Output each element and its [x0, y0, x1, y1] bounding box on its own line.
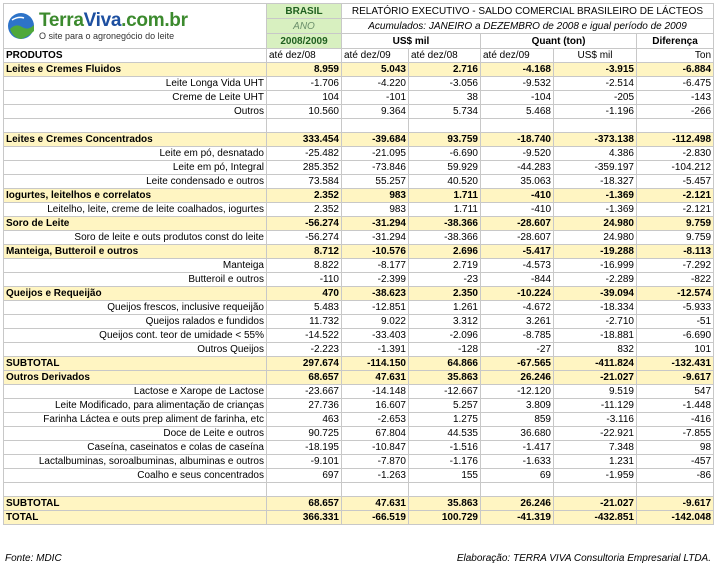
logo-wordmark: TerraViva.com.br — [39, 9, 188, 31]
value-cell: 1.711 — [409, 203, 481, 217]
value-cell: -844 — [481, 273, 554, 287]
value-cell: -410 — [481, 203, 554, 217]
value-cell: -266 — [637, 105, 714, 119]
value-cell: -7.292 — [637, 259, 714, 273]
value-cell: 5.468 — [481, 105, 554, 119]
value-cell: -2.514 — [554, 77, 637, 91]
value-cell: -23 — [409, 273, 481, 287]
value-cell: -2.121 — [637, 203, 714, 217]
value-cell: 9.759 — [637, 231, 714, 245]
value-cell: 859 — [481, 413, 554, 427]
product-label: Leite em pó, Integral — [4, 161, 267, 175]
value-cell: 285.352 — [267, 161, 342, 175]
group-row — [4, 189, 714, 203]
value-cell: 983 — [342, 189, 409, 203]
value-cell: -38.623 — [342, 287, 409, 301]
value-cell: -56.274 — [267, 231, 342, 245]
value-cell: 67.804 — [342, 427, 409, 441]
value-cell: -14.522 — [267, 329, 342, 343]
value-cell: -18.334 — [554, 301, 637, 315]
table-row — [4, 175, 714, 189]
value-cell: -1.196 — [554, 105, 637, 119]
value-cell: 366.331 — [267, 511, 342, 525]
value-cell: -28.607 — [481, 231, 554, 245]
spacer-row — [4, 119, 714, 133]
value-cell: -27 — [481, 343, 554, 357]
value-cell: -9.532 — [481, 77, 554, 91]
value-cell: 101 — [637, 343, 714, 357]
value-cell: -18.195 — [267, 441, 342, 455]
value-cell: -31.294 — [342, 217, 409, 231]
value-cell: 27.736 — [267, 399, 342, 413]
product-label: Leite Modificado, para alimentação de crianças — [4, 399, 267, 413]
subtotal-label: SUBTOTAL — [4, 497, 267, 511]
value-cell: -8.113 — [637, 245, 714, 259]
value-cell: -6.475 — [637, 77, 714, 91]
value-cell: -38.366 — [409, 217, 481, 231]
globe-icon — [6, 11, 36, 41]
table-row — [4, 161, 714, 175]
report-subtitle: Acumulados: JANEIRO a DEZEMBRO de 2008 e igual período de 2009 — [342, 19, 714, 34]
value-cell: -2.830 — [637, 147, 714, 161]
value-cell: -1.176 — [409, 455, 481, 469]
value-cell: -23.667 — [267, 385, 342, 399]
value-cell: 98 — [637, 441, 714, 455]
value-cell: -5.417 — [481, 245, 554, 259]
value-cell: -33.403 — [342, 329, 409, 343]
subheader-cell: até dez/08 — [267, 49, 342, 63]
source-note: Fonte: MDIC — [5, 553, 62, 564]
value-cell: -410 — [481, 189, 554, 203]
value-cell: -416 — [637, 413, 714, 427]
table-row — [4, 91, 714, 105]
group-label: Leites e Cremes Concentrados — [4, 133, 267, 147]
group-label: Iogurtes, leitelhos e correlatos — [4, 189, 267, 203]
value-cell: 470 — [267, 287, 342, 301]
value-cell: -2.710 — [554, 315, 637, 329]
value-cell: -9.617 — [637, 371, 714, 385]
product-label: Soro de leite e outs produtos const do leite — [4, 231, 267, 245]
group-label: Leites e Cremes Fluidos — [4, 63, 267, 77]
value-cell: -21.027 — [554, 371, 637, 385]
value-cell: -9.520 — [481, 147, 554, 161]
product-label: Leite condensado e outros — [4, 175, 267, 189]
credit-note: Elaboração: TERRA VIVA Consultoria Empresarial LTDA. — [456, 553, 711, 564]
product-label: Leite em pó, desnatado — [4, 147, 267, 161]
product-label: Queijos ralados e fundidos — [4, 315, 267, 329]
value-cell: 2.350 — [409, 287, 481, 301]
value-cell: -457 — [637, 455, 714, 469]
logo-tagline: O site para o agronegócio do leite — [39, 30, 175, 41]
value-cell: -411.824 — [554, 357, 637, 371]
value-cell: 1.275 — [409, 413, 481, 427]
report-title: RELATÓRIO EXECUTIVO - SALDO COMERCIAL BRASILEIRO DE LÁCTEOS — [342, 4, 714, 19]
value-cell: 9.022 — [342, 315, 409, 329]
value-cell: 44.535 — [409, 427, 481, 441]
value-cell: -7.870 — [342, 455, 409, 469]
value-cell: -18.327 — [554, 175, 637, 189]
product-label: Doce de Leite e outros — [4, 427, 267, 441]
value-cell: 59.929 — [409, 161, 481, 175]
value-cell: -142.048 — [637, 511, 714, 525]
logo — [4, 4, 267, 49]
subheader-cell: US$ mil — [554, 49, 637, 63]
value-cell: -4.573 — [481, 259, 554, 273]
value-cell: -12.574 — [637, 287, 714, 301]
value-cell: -28.607 — [481, 217, 554, 231]
group-label: Manteiga, Butteroil e outros — [4, 245, 267, 259]
value-cell: -6.690 — [409, 147, 481, 161]
value-cell: 26.246 — [481, 497, 554, 511]
value-cell: -2.399 — [342, 273, 409, 287]
value-cell: -9.101 — [267, 455, 342, 469]
value-cell: -1.516 — [409, 441, 481, 455]
year-label: ANO — [267, 19, 342, 34]
value-cell: 64.866 — [409, 357, 481, 371]
group-row — [4, 371, 714, 385]
group-row — [4, 217, 714, 231]
product-label: Caseína, caseinatos e colas de caseína — [4, 441, 267, 455]
group-label: Queijos e Requeijão — [4, 287, 267, 301]
value-cell: 3.312 — [409, 315, 481, 329]
value-cell: -10.576 — [342, 245, 409, 259]
value-cell: 832 — [554, 343, 637, 357]
spacer-row — [4, 483, 714, 497]
value-cell: -132.431 — [637, 357, 714, 371]
group-row — [4, 63, 714, 77]
value-cell: 9.519 — [554, 385, 637, 399]
value-cell: -12.851 — [342, 301, 409, 315]
table-row — [4, 329, 714, 343]
value-cell: 104 — [267, 91, 342, 105]
product-label: Lactalbuminas, soroalbuminas, albuminas e outros — [4, 455, 267, 469]
value-cell: 55.257 — [342, 175, 409, 189]
total-row — [4, 511, 714, 525]
product-label: Outros Queijos — [4, 343, 267, 357]
value-cell: -19.288 — [554, 245, 637, 259]
value-cell: -86 — [637, 469, 714, 483]
value-cell: -101 — [342, 91, 409, 105]
value-cell: 8.712 — [267, 245, 342, 259]
value-cell: -31.294 — [342, 231, 409, 245]
subtotal-label: SUBTOTAL — [4, 357, 267, 371]
value-cell: 547 — [637, 385, 714, 399]
value-cell: -128 — [409, 343, 481, 357]
value-cell: 297.674 — [267, 357, 342, 371]
value-cell: -143 — [637, 91, 714, 105]
subtotal-row — [4, 497, 714, 511]
table-row — [4, 105, 714, 119]
value-cell: -21.095 — [342, 147, 409, 161]
value-cell: -67.565 — [481, 357, 554, 371]
value-cell: -5.457 — [637, 175, 714, 189]
product-label: Creme de Leite UHT — [4, 91, 267, 105]
quantity-column-header: Quant (ton) — [481, 34, 637, 49]
value-cell: -12.120 — [481, 385, 554, 399]
value-cell: 47.631 — [342, 497, 409, 511]
value-cell: -66.519 — [342, 511, 409, 525]
value-cell: -2.223 — [267, 343, 342, 357]
value-cell: 24.980 — [554, 217, 637, 231]
table-row — [4, 385, 714, 399]
trade-balance-table — [3, 3, 714, 525]
value-cell: -73.846 — [342, 161, 409, 175]
product-label: Leitelho, leite, creme de leite coalhados, iogurtes — [4, 203, 267, 217]
value-cell: -14.148 — [342, 385, 409, 399]
table-row — [4, 273, 714, 287]
group-label: Soro de Leite — [4, 217, 267, 231]
value-cell: -22.921 — [554, 427, 637, 441]
value-cell: 2.696 — [409, 245, 481, 259]
product-label: Queijos cont. teor de umidade < 55% — [4, 329, 267, 343]
value-cell: -44.283 — [481, 161, 554, 175]
value-cell: 35.063 — [481, 175, 554, 189]
value-cell: -39.094 — [554, 287, 637, 301]
value-cell: 1.711 — [409, 189, 481, 203]
value-cell: -8.785 — [481, 329, 554, 343]
subtotal-row — [4, 357, 714, 371]
product-label: Farinha Láctea e outs prep aliment de farinha, etc — [4, 413, 267, 427]
value-cell: -38.366 — [409, 231, 481, 245]
value-cell: -1.706 — [267, 77, 342, 91]
value-cell: 38 — [409, 91, 481, 105]
value-cell: -114.150 — [342, 357, 409, 371]
value-cell: 463 — [267, 413, 342, 427]
value-cell: -39.684 — [342, 133, 409, 147]
value-cell: 2.716 — [409, 63, 481, 77]
value-cell: -1.959 — [554, 469, 637, 483]
value-cell: 68.657 — [267, 371, 342, 385]
value-cell: 2.352 — [267, 203, 342, 217]
value-cell: 93.759 — [409, 133, 481, 147]
value-cell: -9.617 — [637, 497, 714, 511]
value-cell: 155 — [409, 469, 481, 483]
table-row — [4, 343, 714, 357]
value-cell: 333.454 — [267, 133, 342, 147]
value-cell: -432.851 — [554, 511, 637, 525]
value-cell: 5.483 — [267, 301, 342, 315]
value-cell: -56.274 — [267, 217, 342, 231]
value-cell: 5.043 — [342, 63, 409, 77]
product-label: Leite Longa Vida UHT — [4, 77, 267, 91]
value-cell: -373.138 — [554, 133, 637, 147]
value-cell: 9.759 — [637, 217, 714, 231]
value-cell: -25.482 — [267, 147, 342, 161]
group-row — [4, 287, 714, 301]
products-header: PRODUTOS — [4, 49, 267, 63]
value-cell: -10.224 — [481, 287, 554, 301]
table-row — [4, 301, 714, 315]
value-cell: 1.261 — [409, 301, 481, 315]
value-cell: 3.261 — [481, 315, 554, 329]
value-cell: 9.364 — [342, 105, 409, 119]
product-label: Manteiga — [4, 259, 267, 273]
usd-column-header: US$ mil — [342, 34, 481, 49]
value-cell: 7.348 — [554, 441, 637, 455]
value-cell: 5.257 — [409, 399, 481, 413]
value-cell: 73.584 — [267, 175, 342, 189]
value-cell: -205 — [554, 91, 637, 105]
product-label: Outros — [4, 105, 267, 119]
group-row — [4, 245, 714, 259]
value-cell: 40.520 — [409, 175, 481, 189]
product-label: Queijos frescos, inclusive requeijão — [4, 301, 267, 315]
value-cell: -3.056 — [409, 77, 481, 91]
value-cell: -1.391 — [342, 343, 409, 357]
value-cell: -110 — [267, 273, 342, 287]
value-cell: 69 — [481, 469, 554, 483]
value-cell: -7.855 — [637, 427, 714, 441]
country-label: BRASIL — [267, 4, 342, 19]
value-cell: -359.197 — [554, 161, 637, 175]
value-cell: 2.352 — [267, 189, 342, 203]
value-cell: -5.933 — [637, 301, 714, 315]
product-label: Butteroil e outros — [4, 273, 267, 287]
value-cell: 5.734 — [409, 105, 481, 119]
table-row — [4, 469, 714, 483]
group-row — [4, 133, 714, 147]
value-cell: 24.980 — [554, 231, 637, 245]
value-cell: 2.719 — [409, 259, 481, 273]
value-cell: -3.116 — [554, 413, 637, 427]
value-cell: -4.220 — [342, 77, 409, 91]
value-cell: -1.263 — [342, 469, 409, 483]
value-cell: -4.168 — [481, 63, 554, 77]
value-cell: -3.915 — [554, 63, 637, 77]
value-cell: -10.847 — [342, 441, 409, 455]
subheader-cell: até dez/09 — [481, 49, 554, 63]
value-cell: -8.177 — [342, 259, 409, 273]
subheader-cell: até dez/08 — [409, 49, 481, 63]
table-row — [4, 203, 714, 217]
value-cell: -1.369 — [554, 203, 637, 217]
value-cell: 35.863 — [409, 371, 481, 385]
table-row — [4, 399, 714, 413]
table-row — [4, 315, 714, 329]
value-cell: 1.231 — [554, 455, 637, 469]
table-row — [4, 441, 714, 455]
footer — [5, 553, 711, 564]
value-cell: -1.417 — [481, 441, 554, 455]
value-cell: -1.369 — [554, 189, 637, 203]
value-cell: 697 — [267, 469, 342, 483]
table-row — [4, 77, 714, 91]
value-cell: -822 — [637, 273, 714, 287]
value-cell: -104.212 — [637, 161, 714, 175]
table-row — [4, 427, 714, 441]
value-cell: 4.386 — [554, 147, 637, 161]
value-cell: -11.129 — [554, 399, 637, 413]
total-label: TOTAL — [4, 511, 267, 525]
value-cell: -112.498 — [637, 133, 714, 147]
value-cell: -18.740 — [481, 133, 554, 147]
value-cell: -4.672 — [481, 301, 554, 315]
value-cell: -6.690 — [637, 329, 714, 343]
value-cell: -18.881 — [554, 329, 637, 343]
value-cell: -104 — [481, 91, 554, 105]
value-cell: 11.732 — [267, 315, 342, 329]
value-cell: 68.657 — [267, 497, 342, 511]
value-cell: 10.560 — [267, 105, 342, 119]
table-row — [4, 231, 714, 245]
value-cell: 35.863 — [409, 497, 481, 511]
table-row — [4, 259, 714, 273]
group-label: Outros Derivados — [4, 371, 267, 385]
value-cell: -12.667 — [409, 385, 481, 399]
value-cell: -21.027 — [554, 497, 637, 511]
value-cell: -1.633 — [481, 455, 554, 469]
value-cell: -2.121 — [637, 189, 714, 203]
value-cell: -2.289 — [554, 273, 637, 287]
value-cell: -1.448 — [637, 399, 714, 413]
value-cell: 8.822 — [267, 259, 342, 273]
product-label: Lactose e Xarope de Lactose — [4, 385, 267, 399]
value-cell: 983 — [342, 203, 409, 217]
table-row — [4, 413, 714, 427]
value-cell: 100.729 — [409, 511, 481, 525]
difference-column-header: Diferença — [637, 34, 714, 49]
value-cell: -41.319 — [481, 511, 554, 525]
value-cell: 90.725 — [267, 427, 342, 441]
product-label: Coalho e seus concentrados — [4, 469, 267, 483]
value-cell: 8.959 — [267, 63, 342, 77]
period-label: 2008/2009 — [267, 34, 342, 49]
value-cell: 3.809 — [481, 399, 554, 413]
table-row — [4, 147, 714, 161]
value-cell: -16.999 — [554, 259, 637, 273]
value-cell: 26.246 — [481, 371, 554, 385]
value-cell: -2.096 — [409, 329, 481, 343]
value-cell: -2.653 — [342, 413, 409, 427]
value-cell: -51 — [637, 315, 714, 329]
table-row — [4, 455, 714, 469]
subheader-cell: Ton — [637, 49, 714, 63]
value-cell: 36.680 — [481, 427, 554, 441]
value-cell: 47.631 — [342, 371, 409, 385]
value-cell: -6.884 — [637, 63, 714, 77]
subheader-cell: até dez/09 — [342, 49, 409, 63]
value-cell: 16.607 — [342, 399, 409, 413]
